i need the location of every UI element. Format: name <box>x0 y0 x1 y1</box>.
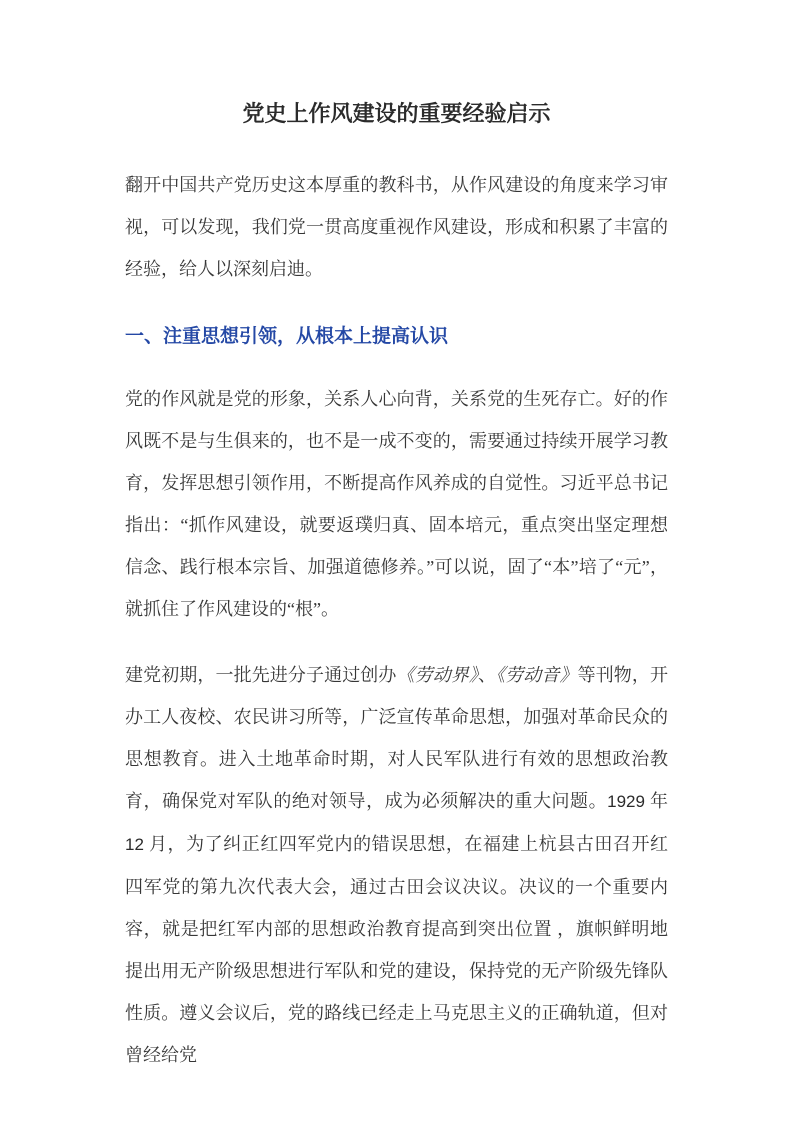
paragraph-text-segment: 等刊物，开办工人夜校、农民讲习所等，广泛宣传革命思想，加强对革命民众的思想教育。进入土地革命时期，对人民军队进行有效的思想政治教育，确保党对军队的绝对领导，成为必须解决的重大问题。 <box>125 665 669 811</box>
book-title-laodongjie: 《劳动界》 <box>396 665 478 685</box>
intro-paragraph: 翻开中国共产党历史这本厚重的教科书，从作风建设的角度来学习审视，可以发现，我们党一贯高度重视作风建设，形成和积累了丰富的经验，给人以深刻启迪。 <box>125 175 668 279</box>
paragraph-text-segment: 月，为了纠正红四军党内的错误思想，在福建上杭县古田召开红四军党的第九次代表大会，通过古田会议决议。决议的一个重要内容，就是把红军内部的思想政治教育提高到突出位置 ，旗帜鲜明地提出用无产阶级思想进行军队和党的建设，保持党的无产阶级先锋队性质。遵义会议后，党的路线已经走上马克思主义的正确轨道，但对曾经给党 <box>125 834 668 1065</box>
paragraph-text-segment: 年 <box>644 791 669 811</box>
month-number: 12 <box>125 835 144 854</box>
document-title: 党史上作风建设的重要经验启示 <box>242 101 551 126</box>
year-number: 1929 <box>607 792 645 811</box>
book-title-laodongyin: 《劳动音》 <box>496 665 578 685</box>
paragraph-text-segment: 建党初期，一批先进分子通过创办 <box>125 665 397 685</box>
section-1-heading: 一、注重思想引领，从根本上提高认识 <box>125 326 449 347</box>
paragraph-text-segment: 、 <box>478 665 497 685</box>
section-1-paragraph-2 <box>125 654 668 1076</box>
section-1-paragraph-1: 党的作风就是党的形象，关系人心向背，关系党的生死存亡。好的作风既不是与生俱来的，也不是一成不变的，需要通过持续开展学习教育，发挥思想引领作用，不断提高作风养成的自觉性。习近平总书记指出：“抓作风建设，就要返璞归真、固本培元，重点突出坚定理想信念、践行根本宗旨、加强道德修养。”可以说，固了“本”培了“元”，就抓住了作风建设的“根”。 <box>125 389 668 619</box>
